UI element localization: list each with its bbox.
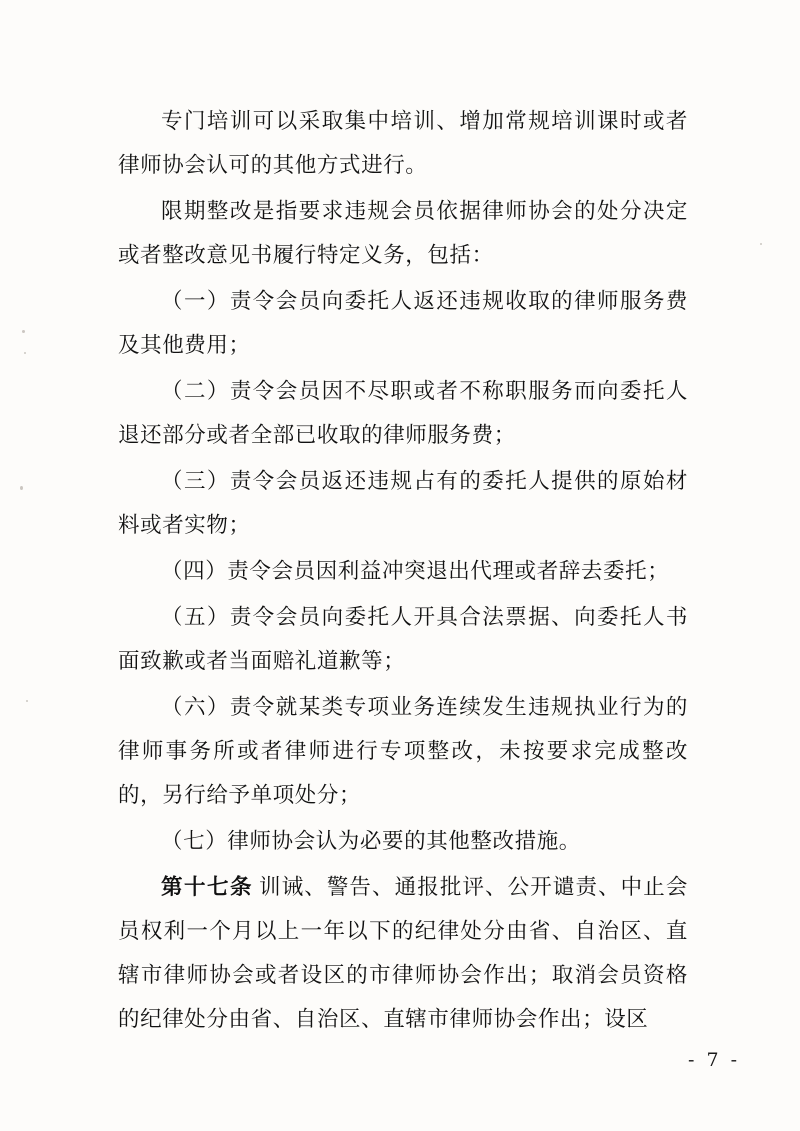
paragraph-item-7: （七）律师协会认为必要的其他整改措施。 xyxy=(161,829,581,854)
paragraph-item-1: （一）责令会员向委托人返还违规收取的律师服务费及其他费用； xyxy=(118,289,688,358)
article-label: 第十七条 xyxy=(161,875,254,900)
paragraph-item-6: （六）责令就某类专项业务连续发生违规执业行为的律师事务所或者律师进行专项整改，未按要求完成整改的，另行给予单项处分； xyxy=(118,695,688,808)
paragraph-item-5: （五）责令会员向委托人开具合法票据、向委托人书面致歉或者当面赔礼道歉等； xyxy=(118,605,688,674)
paragraph-item-3: （三）责令会员返还违规占有的委托人提供的原始材料或者实物； xyxy=(118,469,688,538)
article-text: 训诫、警告、通报批评、公开谴责、中止会员权利一个月以上一年以下的纪律处分由省、自治区、直辖市律师协会或者设区的市律师协会作出；取消会员资格的纪律处分由省、自治区、直辖市律师协会作出；设区 xyxy=(118,875,688,1032)
paragraph-item-2: （二）责令会员因不尽职或者不称职服务而向委托人退还部分或者全部已收取的律师服务费； xyxy=(118,379,688,448)
scan-speckle xyxy=(760,243,762,245)
paragraph-special-training: 专门培训可以采取集中培训、增加常规培训课时或者律师协会认可的其他方式进行。 xyxy=(118,109,688,178)
scan-speckle xyxy=(26,700,28,702)
paragraph-item-4: （四）责令会员因利益冲突退出代理或者辞去委托； xyxy=(161,559,670,584)
page-body xyxy=(118,100,688,1042)
page-number: - 7 - xyxy=(687,1049,740,1071)
scan-speckle xyxy=(20,486,23,490)
paragraph-deadline-rectification: 限期整改是指要求违规会员依据律师协会的处分决定或者整改意见书履行特定义务，包括： xyxy=(118,199,688,268)
scan-speckle xyxy=(22,330,25,333)
scan-speckle xyxy=(24,352,26,354)
paragraph-article-17 xyxy=(118,866,688,1042)
